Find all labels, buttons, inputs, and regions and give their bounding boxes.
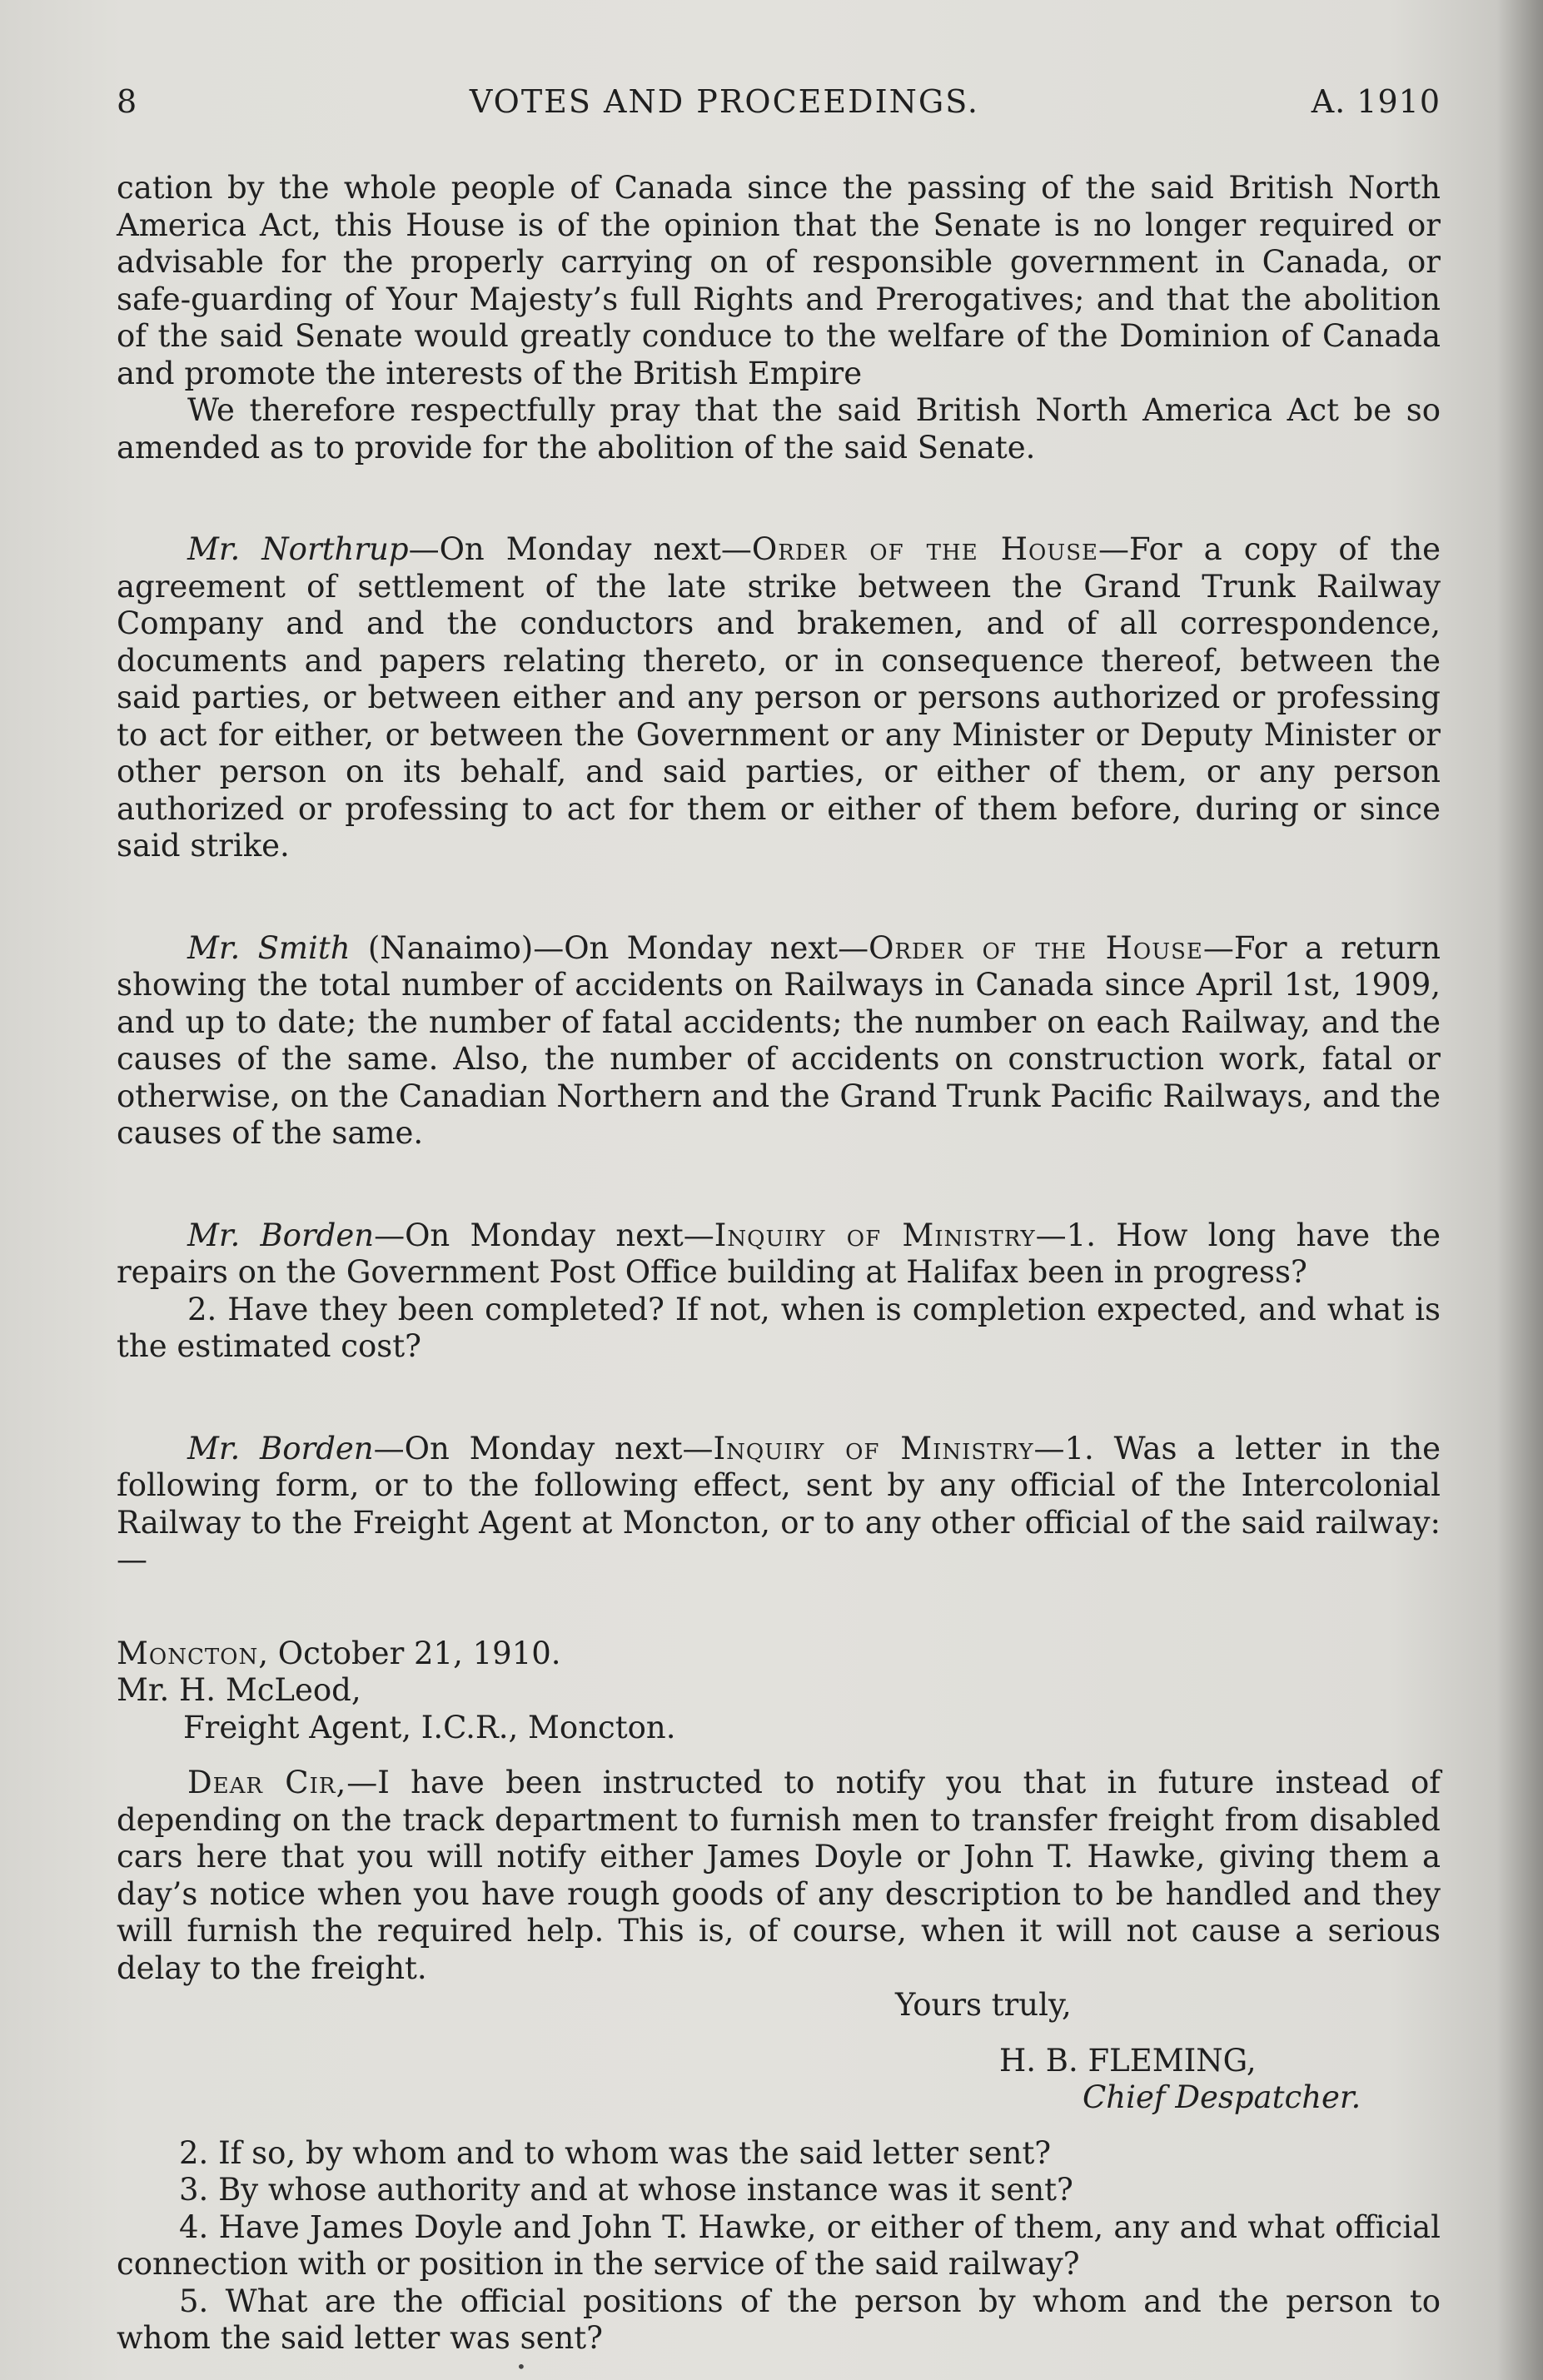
motion-northrup: Mr. Northrup—On Monday next—Order of the House—For a copy of the agreement of settlement of the late strike between the Grand Trunk Railway Company and and the conductors and brakemen, and of all correspondence, documents and papers relating thereto, or in consequence thereof, between the said parties, or between either and any person or persons authorized or professing to act for either, or between the Government or any Minister or Deputy Minister or other person on its behalf, and said parties, or either of them, or any person authorized or professing to act for them or either of them before, during or since said strike. (117, 531, 1441, 864)
printer-mark: • (516, 2357, 526, 2377)
letter-body: Dear Cir,—I have been instructed to notify you that in future instead of depending on the track department to furnish men to transfer freight from disabled cars here that you will notify either James Doyle or John T. Hawke, giving them a day’s notice when you have rough goods of any description to be handled and they will furnish the required help. This is, of course, when it will not cause a serious delay to the freight. (117, 1765, 1441, 1986)
page-header (117, 83, 1441, 120)
member-name: Mr. Borden (187, 1217, 375, 1253)
list-item: 5. What are the official positions of the person by whom and the person to whom the said letter was sent? (117, 2283, 1441, 2356)
inquiry-question: —1. How long have the repairs on the Government Post Office building at Halifax been in progress? (117, 1217, 1441, 1290)
letter-date: , October 21, 1910. (258, 1635, 561, 1671)
continuation-paragraph: cation by the whole people of Canada since the passing of the said British North America Act, this House is of the opinion that the Senate is no longer required or advisable for the properly carrying on of responsible government in Canada, or safe-guarding of Your Majesty’s full Rights and Prerogatives; and that the abolition of the said Senate would greatly conduce to the welfare of the Dominion of Canada and promote the interests of the British Empire (117, 170, 1441, 391)
motion-kind: Order of the House (751, 531, 1098, 567)
member-name: Mr. Northrup (187, 531, 409, 567)
member-name: Mr. Borden (187, 1430, 374, 1466)
text-column (117, 83, 1441, 2358)
letter-signer-title: Chief Despatcher. (1083, 2079, 1361, 2115)
list-item: 2. If so, by whom and to whom was the said letter sent? (179, 2134, 1052, 2171)
letter-closing: Yours truly, (895, 1987, 1072, 2023)
motion-smith: Mr. Smith (Nanaimo)—On Monday next—Order of the House—For a return showing the total number of accidents on Railways in Canada since April 1st, 1909, and up to date; the number of fatal accidents; the number on each Railway, and the causes of the same. Also, the number of accidents on construction work, fatal or otherwise, on the Canadian Northern and the Grand Trunk Pacific Railways, and the causes of the same. (117, 929, 1441, 1151)
letter-signer: H. B. FLEMING, (999, 2042, 1257, 2079)
letter-dateline (117, 1636, 1441, 1673)
inquiry-question: —1. Was a letter in the following form, or to the following effect, sent by any official of the Intercolonial Railway to the Freight Agent at Moncton, or to any other official of the said railway:— (117, 1430, 1441, 1577)
inquiry-kind: Inquiry of Ministry (714, 1217, 1036, 1253)
letter-place: Moncton (117, 1635, 259, 1671)
motion-text: —For a copy of the agreement of settlement of the late strike between the Grand Trunk Railway Company and and the conductors and brakemen, and of all correspondence, documents and papers relating thereto, or in consequence thereof, between the said parties, or between either and any person or persons authorized or professing to act for either, or between the Government or any Minister or Deputy Minister or other person on its behalf, and said parties, or either of them, or any person authorized or professing to act for them or either of them before, during or since said strike. (117, 531, 1441, 864)
letter-salutation: Dear Cir, (187, 1765, 347, 1800)
running-title: VOTES AND PROCEEDINGS. (469, 83, 979, 120)
inquiry-kind: Inquiry of Ministry (713, 1430, 1034, 1466)
session-year: A. 1910 (1311, 83, 1441, 120)
inquiry-borden-letter: Mr. Borden—On Monday next—Inquiry of Ministry—1. Was a letter in the following form, or to the following effect, sent by any official of the Intercolonial Railway to the Freight Agent at Moncton, or to any other official of the said railway:— (117, 1430, 1441, 1577)
inquiry-borden-post-office: Mr. Borden—On Monday next—Inquiry of Ministry—1. How long have the repairs on the Government Post Office building at Halifax been in progress? (117, 1217, 1441, 1290)
motion-text: —For a return showing the total number of accidents on Railways in Canada since April 1st, 1909, and up to date; the number of fatal accidents; the number on each Railway, and the causes of the same. Also, the number of accidents on construction work, fatal or otherwise, on the Canadian Northern and the Grand Trunk Pacific Railways, and the causes of the same. (117, 929, 1441, 1151)
riding: (Nanaimo) (350, 929, 534, 966)
inquiry-question-2: 2. Have they been completed? If not, when is completion expected, and what is the estimated cost? (117, 1291, 1441, 1364)
prayer-paragraph: We therefore respectfully pray that the said British North America Act be so amended as to provide for the abolition of the said Senate. (117, 392, 1441, 466)
page-number: 8 (117, 83, 138, 120)
list-item: 3. By whose authority and at whose instance was it sent? (179, 2172, 1073, 2208)
list-item: 4. Have James Doyle and John T. Hawke, or either of them, any and what official connection with or position in the service of the said railway? (117, 2208, 1441, 2282)
followup-questions (117, 2135, 1441, 2358)
member-name: Mr. Smith (187, 929, 351, 966)
letter-addressee: Mr. H. McLeod, (117, 1672, 361, 1708)
motion-kind: Order of the House (869, 929, 1203, 966)
letter-addressee-title: Freight Agent, I.C.R., Moncton. (183, 1709, 676, 1745)
